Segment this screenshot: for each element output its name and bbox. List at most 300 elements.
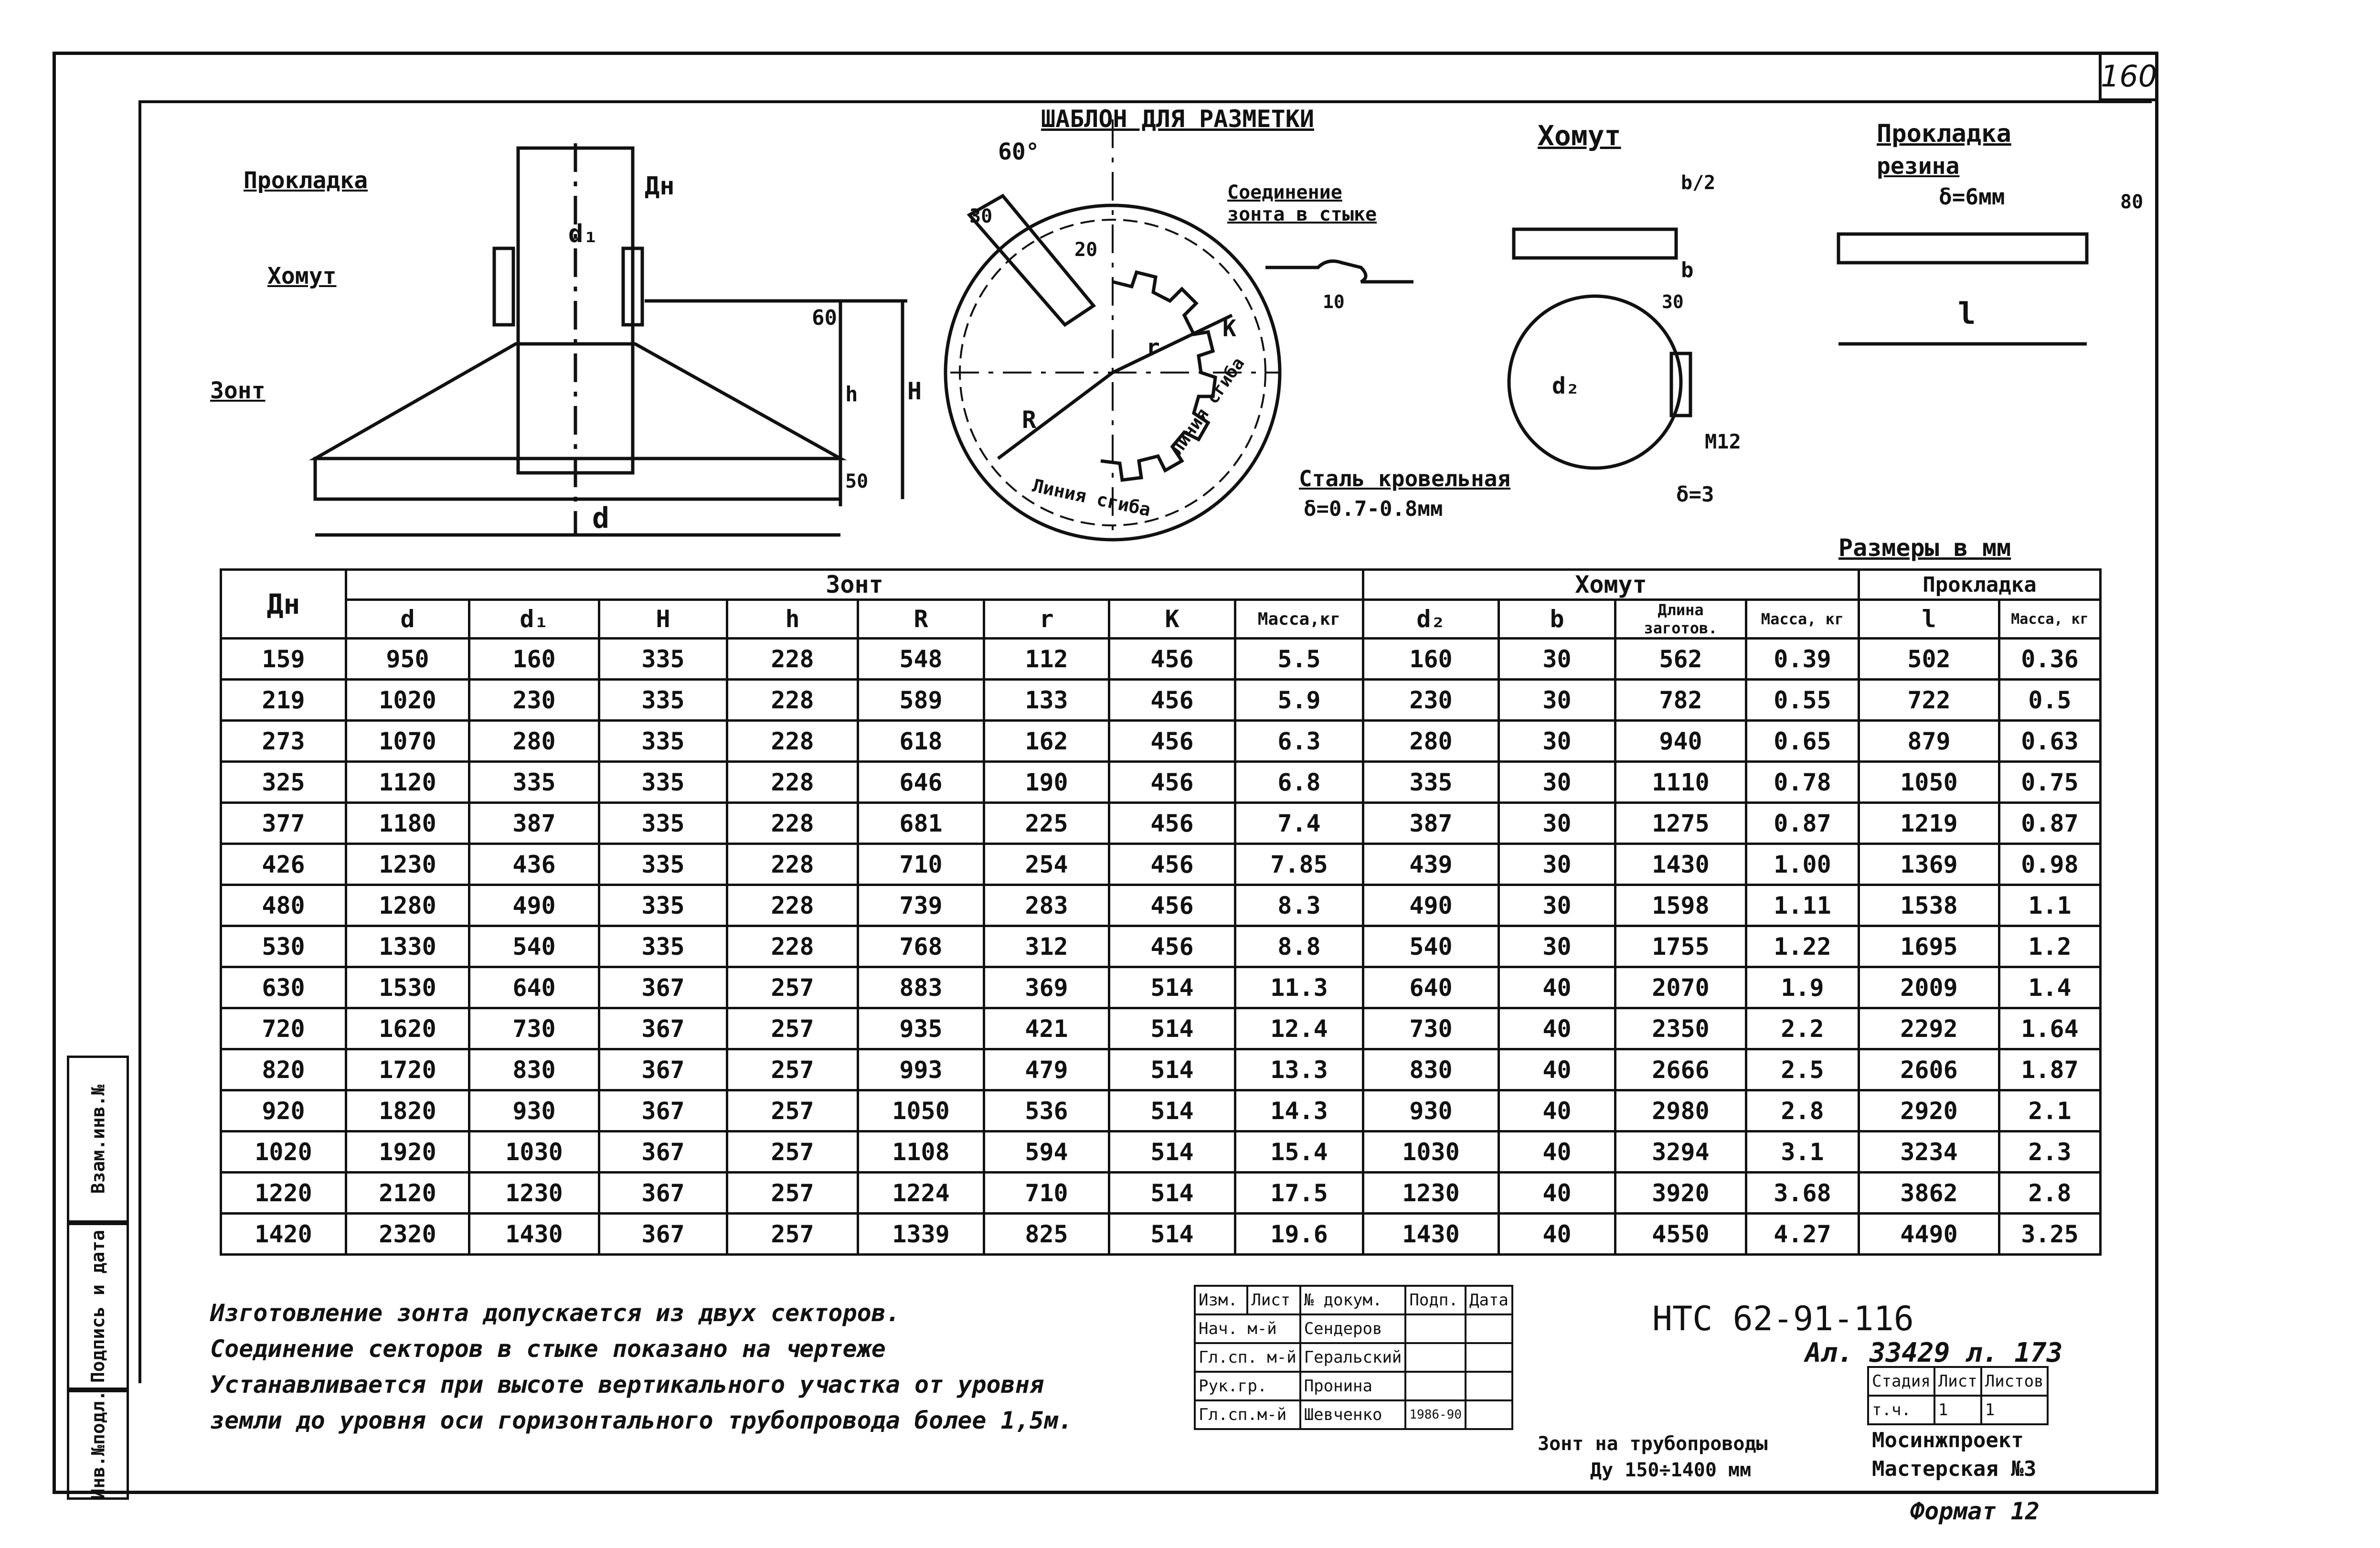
table-cell: 0.63 <box>1999 721 2101 762</box>
note-line-4: земли до уровня оси горизонтального трубопровода более 1,5м. <box>210 1407 1073 1434</box>
table-cell: 1.22 <box>1746 926 1859 967</box>
label-dim-Dn: Дн <box>645 172 675 201</box>
table-cell: 367 <box>599 1214 727 1255</box>
table-cell: 768 <box>858 926 984 967</box>
table-cell: 681 <box>858 803 984 844</box>
table-cell: 30 <box>1499 926 1615 967</box>
tb-hdr-change: Изм. <box>1195 1286 1247 1314</box>
table-cell: 0.75 <box>1999 762 2101 803</box>
table-cell: 1430 <box>1363 1214 1499 1255</box>
label-dim-d1: d₁ <box>568 220 598 248</box>
note-line-1: Изготовление зонта допускается из двух секторов. <box>210 1299 900 1327</box>
label-dim-H: H <box>907 377 922 405</box>
table-cell: 228 <box>727 844 858 885</box>
table-cell: 6.3 <box>1235 721 1363 762</box>
title-block <box>1194 1285 2149 1490</box>
table-cell: 1110 <box>1615 762 1746 803</box>
table-cell: 12.4 <box>1235 1008 1363 1049</box>
table-cell: 228 <box>727 680 858 721</box>
table-cell: 2.8 <box>1999 1173 2101 1214</box>
sheet-number: 160 <box>2099 53 2156 101</box>
label-gasket: Прокладка <box>244 167 368 194</box>
label-dim-b: b <box>1681 258 1694 282</box>
group-header-umbrella: Зонт <box>346 570 1363 600</box>
label-gasket-material: резина <box>1877 153 1960 180</box>
table-cell: 4490 <box>1859 1214 1999 1255</box>
table-cell: 540 <box>469 926 599 967</box>
table-cell: 1050 <box>858 1090 984 1132</box>
table-row <box>221 885 2101 926</box>
table-cell: 30 <box>1499 721 1615 762</box>
table-cell: 30 <box>1499 803 1615 844</box>
table-cell: 3294 <box>1615 1132 1746 1173</box>
table-cell: 367 <box>599 967 727 1008</box>
tb-role-2: Гл.сп. м-й <box>1195 1343 1300 1372</box>
side-stamp-signature <box>67 1223 129 1390</box>
table-cell: 630 <box>221 967 346 1008</box>
table-row <box>221 639 2101 680</box>
table-row <box>221 680 2101 721</box>
col-header-mass-gasket: Масса, кг <box>1999 600 2101 639</box>
title-line-1: Зонт на трубопроводы <box>1538 1433 1768 1455</box>
table-cell: 1180 <box>346 803 469 844</box>
table-cell: 490 <box>469 885 599 926</box>
table-cell: 335 <box>599 844 727 885</box>
doc-code: НТС 62-91-116 <box>1652 1299 1914 1338</box>
table-cell: 730 <box>1363 1008 1499 1049</box>
table-cell: 1620 <box>346 1008 469 1049</box>
table-row <box>221 721 2101 762</box>
col-header-blank-length: Длина заготов. <box>1615 600 1746 639</box>
label-dims-in-mm: Размеры в мм <box>1838 534 2011 562</box>
table-cell: 825 <box>984 1214 1109 1255</box>
table-cell: 335 <box>599 803 727 844</box>
table-cell: 710 <box>858 844 984 885</box>
table-cell: 6.8 <box>1235 762 1363 803</box>
table-cell: 480 <box>221 885 346 926</box>
label-umbrella: Зонт <box>210 377 266 404</box>
table-cell: 439 <box>1363 844 1499 885</box>
table-cell: 0.65 <box>1746 721 1859 762</box>
table-cell: 40 <box>1499 1008 1615 1049</box>
table-cell: 1230 <box>469 1173 599 1214</box>
tb-name-2: Геральский <box>1300 1343 1406 1372</box>
table-cell: 2666 <box>1615 1049 1746 1090</box>
table-cell: 387 <box>1363 803 1499 844</box>
table-cell: 228 <box>727 721 858 762</box>
table-cell: 367 <box>599 1049 727 1090</box>
label-steel-1: Сталь кровельная <box>1299 466 1511 491</box>
table-cell: 739 <box>858 885 984 926</box>
table-cell: 940 <box>1615 721 1746 762</box>
table-cell: 594 <box>984 1132 1109 1173</box>
table-cell: 160 <box>1363 639 1499 680</box>
tb-hdr-date: Дата <box>1466 1286 1512 1314</box>
table-cell: 1219 <box>1859 803 1999 844</box>
title-line-2: Ду 150÷1400 мм <box>1590 1459 1752 1481</box>
table-cell: 930 <box>1363 1090 1499 1132</box>
table-row <box>221 844 2101 885</box>
table-cell: 387 <box>469 803 599 844</box>
tb-sheet: 1 <box>1934 1396 1981 1424</box>
label-dim-R: R <box>1022 406 1037 434</box>
label-dim-delta3: δ=3 <box>1676 482 1714 507</box>
table-cell: 367 <box>599 1090 727 1132</box>
col-header-R: R <box>858 600 984 639</box>
table-cell: 0.36 <box>1999 639 2101 680</box>
table-cell: 230 <box>469 680 599 721</box>
table-cell: 426 <box>221 844 346 885</box>
col-header-d2: d₂ <box>1363 600 1499 639</box>
table-cell: 228 <box>727 885 858 926</box>
table-cell: 920 <box>221 1090 346 1132</box>
table-cell: 1598 <box>1615 885 1746 926</box>
side-stamp-inventory <box>67 1390 129 1500</box>
label-steel-2: δ=0.7-0.8мм <box>1304 497 1443 521</box>
table-cell: 1369 <box>1859 844 1999 885</box>
table-cell: 935 <box>858 1008 984 1049</box>
table-cell: 335 <box>599 885 727 926</box>
table-cell: 456 <box>1109 885 1235 926</box>
tb-hdr-sheet: Лист <box>1247 1286 1300 1314</box>
table-cell: 2980 <box>1615 1090 1746 1132</box>
table-cell: 1538 <box>1859 885 1999 926</box>
table-cell: 820 <box>221 1049 346 1090</box>
table-row <box>221 803 2101 844</box>
table-cell: 1.1 <box>1999 885 2101 926</box>
table-cell: 40 <box>1499 967 1615 1008</box>
table-cell: 30 <box>1499 680 1615 721</box>
label-joint-title: Соединение зонта в стыке <box>1227 181 1377 225</box>
label-dim-M12: M12 <box>1705 430 1741 453</box>
table-cell: 722 <box>1859 680 1999 721</box>
table-cell: 514 <box>1109 1008 1235 1049</box>
table-row <box>221 762 2101 803</box>
table-cell: 15.4 <box>1235 1132 1363 1173</box>
table-cell: 4550 <box>1615 1214 1746 1255</box>
table-cell: 367 <box>599 1173 727 1214</box>
table-cell: 228 <box>727 639 858 680</box>
table-cell: 1820 <box>346 1090 469 1132</box>
label-dim-r: r <box>1146 334 1160 361</box>
table-cell: 40 <box>1499 1049 1615 1090</box>
group-header-gasket: Прокладка <box>1859 570 2101 600</box>
label-dim-20: 20 <box>1074 239 1098 261</box>
table-cell: 3920 <box>1615 1173 1746 1214</box>
table-cell: 562 <box>1615 639 1746 680</box>
tb-role-1: Нач. м-й <box>1195 1314 1300 1343</box>
table-cell: 7.4 <box>1235 803 1363 844</box>
col-header-mass-clamp: Масса, кг <box>1746 600 1859 639</box>
side-stamp-replacement-text: Взам.инв.№ <box>87 1084 108 1194</box>
col-header-mass-umbrella: Масса,кг <box>1235 600 1363 639</box>
table-cell: 160 <box>469 639 599 680</box>
clamp-left <box>494 248 513 325</box>
table-cell: 2.1 <box>1999 1090 2101 1132</box>
table-cell: 1.87 <box>1999 1049 2101 1090</box>
col-header-r: r <box>984 600 1109 639</box>
table-cell: 13.3 <box>1235 1049 1363 1090</box>
table-cell: 710 <box>984 1173 1109 1214</box>
table-cell: 112 <box>984 639 1109 680</box>
label-dim-d: d <box>592 502 610 535</box>
note-line-2: Соединение секторов в стыке показано на чертеже <box>210 1335 886 1363</box>
table-cell: 0.55 <box>1746 680 1859 721</box>
table-cell: 720 <box>221 1008 346 1049</box>
label-dim-50: 50 <box>845 470 869 492</box>
table-cell: 1108 <box>858 1132 984 1173</box>
table-cell: 335 <box>599 721 727 762</box>
table-row <box>221 1049 2101 1090</box>
table-cell: 930 <box>469 1090 599 1132</box>
table-cell: 40 <box>1499 1132 1615 1173</box>
table-cell: 514 <box>1109 967 1235 1008</box>
table-cell: 280 <box>1363 721 1499 762</box>
table-cell: 490 <box>1363 885 1499 926</box>
table-cell: 830 <box>469 1049 599 1090</box>
table-cell: 536 <box>984 1090 1109 1132</box>
label-bend-2: Линия сгиба <box>1167 354 1249 459</box>
table-cell: 40 <box>1499 1214 1615 1255</box>
table-cell: 456 <box>1109 639 1235 680</box>
table-cell: 879 <box>1859 721 1999 762</box>
table-cell: 335 <box>599 639 727 680</box>
table-cell: 456 <box>1109 680 1235 721</box>
table-cell: 257 <box>727 1173 858 1214</box>
label-dim-60: 60 <box>812 306 837 330</box>
table-cell: 514 <box>1109 1049 1235 1090</box>
tb-stage: т.ч. <box>1868 1396 1934 1424</box>
album-ref: Ал. 33429 л. 173 <box>1805 1337 2063 1368</box>
table-row <box>221 1008 2101 1049</box>
clamp-strip <box>1514 229 1676 258</box>
table-cell: 993 <box>858 1049 984 1090</box>
side-stamp-signature-text: Подпись и дата <box>87 1229 109 1383</box>
table-cell: 1280 <box>346 885 469 926</box>
tb-stage-hdr: Стадия <box>1868 1367 1934 1396</box>
table-cell: 1220 <box>221 1173 346 1214</box>
specification-table <box>220 568 2102 1256</box>
table-cell: 540 <box>1363 926 1499 967</box>
table-cell: 2350 <box>1615 1008 1746 1049</box>
table-cell: 2606 <box>1859 1049 1999 1090</box>
table-cell: 530 <box>221 926 346 967</box>
table-cell: 1.64 <box>1999 1008 2101 1049</box>
table-cell: 312 <box>984 926 1109 967</box>
table-cell: 0.39 <box>1746 639 1859 680</box>
table-cell: 1.00 <box>1746 844 1859 885</box>
table-cell: 17.5 <box>1235 1173 1363 1214</box>
table-cell: 2920 <box>1859 1090 1999 1132</box>
table-cell: 1.4 <box>1999 967 2101 1008</box>
table-cell: 1430 <box>1615 844 1746 885</box>
table-cell: 2292 <box>1859 1008 1999 1049</box>
group-header-clamp: Хомут <box>1363 570 1859 600</box>
table-cell: 1530 <box>346 967 469 1008</box>
table-cell: 257 <box>727 967 858 1008</box>
table-cell: 1050 <box>1859 762 1999 803</box>
table-cell: 230 <box>1363 680 1499 721</box>
table-cell: 4.27 <box>1746 1214 1859 1255</box>
table-cell: 1920 <box>346 1132 469 1173</box>
label-dim-h: h <box>845 382 858 406</box>
table-cell: 456 <box>1109 762 1235 803</box>
table-cell: 335 <box>1363 762 1499 803</box>
table-cell: 1230 <box>1363 1173 1499 1214</box>
table-cell: 0.87 <box>1746 803 1859 844</box>
umbrella-cone <box>315 344 840 459</box>
table-cell: 730 <box>469 1008 599 1049</box>
table-cell: 133 <box>984 680 1109 721</box>
table-cell: 589 <box>858 680 984 721</box>
label-dim-d2: d₂ <box>1552 373 1580 399</box>
table-row <box>221 1090 2101 1132</box>
tb-sheets: 1 <box>1981 1396 2048 1424</box>
table-cell: 11.3 <box>1235 967 1363 1008</box>
table-cell: 2120 <box>346 1173 469 1214</box>
table-cell: 257 <box>727 1008 858 1049</box>
table-cell: 283 <box>984 885 1109 926</box>
table-cell: 2.5 <box>1746 1049 1859 1090</box>
table-cell: 950 <box>346 639 469 680</box>
table-cell: 228 <box>727 762 858 803</box>
table-cell: 1230 <box>346 844 469 885</box>
table-cell: 2.8 <box>1746 1090 1859 1132</box>
label-angle-60: 60° <box>998 139 1040 165</box>
tb-name-1: Сендеров <box>1300 1314 1406 1343</box>
col-header-K: K <box>1109 600 1235 639</box>
label-clamp: Хомут <box>267 263 337 289</box>
table-cell: 514 <box>1109 1214 1235 1255</box>
table-cell: 1.11 <box>1746 885 1859 926</box>
table-cell: 0.98 <box>1999 844 2101 885</box>
specification-rows <box>221 639 2101 1255</box>
table-cell: 257 <box>727 1090 858 1132</box>
table-cell: 479 <box>984 1049 1109 1090</box>
tb-sheet-hdr: Лист <box>1934 1367 1981 1396</box>
table-row <box>221 926 2101 967</box>
table-cell: 1339 <box>858 1214 984 1255</box>
format-label: Формат 12 <box>1910 1497 2040 1525</box>
tb-hdr-sign: Подп. <box>1405 1286 1466 1314</box>
table-cell: 1.2 <box>1999 926 2101 967</box>
table-cell: 162 <box>984 721 1109 762</box>
table-cell: 0.87 <box>1999 803 2101 844</box>
table-cell: 1420 <box>221 1214 346 1255</box>
tb-role-4: Гл.сп.м-й <box>1195 1400 1300 1429</box>
table-cell: 618 <box>858 721 984 762</box>
table-cell: 367 <box>599 1008 727 1049</box>
table-cell: 335 <box>599 762 727 803</box>
table-cell: 436 <box>469 844 599 885</box>
table-cell: 421 <box>984 1008 1109 1049</box>
table-cell: 1070 <box>346 721 469 762</box>
table-cell: 2.3 <box>1999 1132 2101 1173</box>
table-cell: 3.25 <box>1999 1214 2101 1255</box>
col-header-l: l <box>1859 600 1999 639</box>
org-line-1: Мосинжпроект <box>1872 1428 2024 1452</box>
col-header-h: h <box>727 600 858 639</box>
table-cell: 335 <box>599 680 727 721</box>
table-cell: 40 <box>1499 1173 1615 1214</box>
table-cell: 456 <box>1109 926 1235 967</box>
tb-role-3: Рук.гр. <box>1195 1372 1300 1400</box>
table-cell: 14.3 <box>1235 1090 1363 1132</box>
table-cell: 1.9 <box>1746 967 1859 1008</box>
table-cell: 228 <box>727 803 858 844</box>
gasket-strip <box>1838 234 2087 263</box>
table-cell: 548 <box>858 639 984 680</box>
table-cell: 1330 <box>346 926 469 967</box>
table-cell: 782 <box>1615 680 1746 721</box>
umbrella-skirt <box>315 459 840 499</box>
table-cell: 646 <box>858 762 984 803</box>
table-row <box>221 1132 2101 1173</box>
table-cell: 190 <box>984 762 1109 803</box>
note-line-3: Устанавливается при высоте вертикального участка от уровня <box>210 1371 1044 1399</box>
label-dim-80: 80 <box>2120 191 2144 213</box>
label-dim-10: 10 <box>1323 291 1345 312</box>
table-cell: 257 <box>727 1132 858 1173</box>
table-cell: 30 <box>1499 762 1615 803</box>
org-line-2: Мастерская №3 <box>1872 1457 2037 1481</box>
table-cell: 228 <box>727 926 858 967</box>
table-cell: 30 <box>1499 639 1615 680</box>
table-cell: 1030 <box>1363 1132 1499 1173</box>
table-cell: 2.2 <box>1746 1008 1859 1049</box>
label-gasket-thickness: δ=6мм <box>1939 184 2005 210</box>
table-cell: 254 <box>984 844 1109 885</box>
table-cell: 225 <box>984 803 1109 844</box>
table-cell: 30 <box>1499 885 1615 926</box>
col-header-Dn: Дн <box>221 570 346 639</box>
tb-name-4: Шевченко <box>1300 1400 1406 1429</box>
table-cell: 2009 <box>1859 967 1999 1008</box>
tb-sheets-hdr: Листов <box>1981 1367 2048 1396</box>
col-header-H: H <box>599 600 727 639</box>
table-row <box>221 1173 2101 1214</box>
template-gear <box>1101 272 1215 480</box>
label-clamp-title: Хомут <box>1538 119 1621 152</box>
tb-name-3: Пронина <box>1300 1372 1406 1400</box>
table-cell: 257 <box>727 1214 858 1255</box>
table-cell: 1224 <box>858 1173 984 1214</box>
table-row <box>221 967 2101 1008</box>
table-cell: 883 <box>858 967 984 1008</box>
table-cell: 19.6 <box>1235 1214 1363 1255</box>
table-cell: 273 <box>221 721 346 762</box>
table-cell: 1020 <box>221 1132 346 1173</box>
table-cell: 0.78 <box>1746 762 1859 803</box>
table-cell: 377 <box>221 803 346 844</box>
table-cell: 0.5 <box>1999 680 2101 721</box>
table-cell: 640 <box>1363 967 1499 1008</box>
table-cell: 456 <box>1109 844 1235 885</box>
clamp-ring <box>1509 296 1681 468</box>
label-template-title: ШАБЛОН ДЛЯ РАЗМЕТКИ <box>1041 105 1314 133</box>
label-dim-b2: b/2 <box>1681 172 1716 194</box>
title-block-stage <box>1867 1366 2049 1425</box>
label-dim-K: K <box>1222 315 1236 342</box>
col-header-d: d <box>346 600 469 639</box>
col-header-b: b <box>1499 600 1615 639</box>
table-cell: 1755 <box>1615 926 1746 967</box>
label-dim-30b: 30 <box>1662 291 1684 312</box>
side-stamp-inventory-text: Инв.№подл. <box>87 1390 108 1500</box>
table-cell: 3.1 <box>1746 1132 1859 1173</box>
table-cell: 1430 <box>469 1214 599 1255</box>
label-dim-l: l <box>1958 296 1976 331</box>
